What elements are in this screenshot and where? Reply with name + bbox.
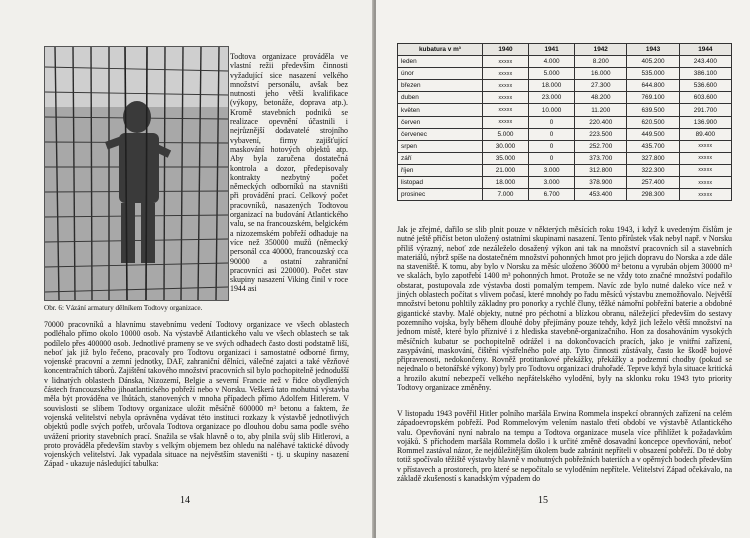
table-row — [398, 140, 732, 152]
value-cell: xxxxx — [482, 104, 528, 116]
value-cell: xxxxx — [482, 80, 528, 92]
month-cell: březen — [398, 80, 483, 92]
month-cell: květen — [398, 104, 483, 116]
value-cell: 298.300 — [627, 189, 679, 201]
paragraph-side: Todtova organizace prováděla ve vlastní režii především činnosti vyžadující sice nasazení velkého množství personálu, avšak bez nutnosti jeho větší kvalifikace (výkopy, betonáže, doprava atp.). Kromě stavebních podniků se realizace opevnění účastnili i nejrůznější dodavatelé strojního vybavení, firmy zajišťující maskování hotových objektů atp. Aby byla zaručena dostatečná kontrola a dozor, předepisovaly kontrakty nezbytný počet německých odborníků na stavništi při provádění prací. Celkový počet pracovníků, nasazených Todtovou organizací na budování Atlantického valu, se na francouzském, belgickém a nizozemském pobřeží odhaduje na více než 350000 mužů (německý personál cca 40000, francouzský cca 90000 a ostatní zahraniční pracovníci asi 220000). Počet stav skupiny nasazení Viking činil v roce 1944 asi — [230, 52, 348, 294]
month-cell: duben — [398, 92, 483, 104]
value-cell: 535.000 — [627, 68, 679, 80]
value-cell: 18.000 — [482, 177, 528, 189]
value-cell: 89.400 — [679, 128, 731, 140]
header-cell: 1941 — [529, 44, 575, 56]
value-cell: 48.200 — [575, 92, 627, 104]
page-number-left: 14 — [180, 495, 190, 506]
value-cell: 620.500 — [627, 116, 679, 128]
month-cell: leden — [398, 56, 483, 68]
value-cell: xxxxx — [679, 164, 731, 176]
header-cell: 1944 — [679, 44, 731, 56]
value-cell: 639.500 — [627, 104, 679, 116]
value-cell: 223.500 — [575, 128, 627, 140]
value-cell: 0 — [529, 152, 575, 164]
month-cell: červen — [398, 116, 483, 128]
value-cell: 312.800 — [575, 164, 627, 176]
value-cell: 435.700 — [627, 140, 679, 152]
value-cell: 5.000 — [529, 68, 575, 80]
value-cell: 453.400 — [575, 189, 627, 201]
value-cell: 136.900 — [679, 116, 731, 128]
value-cell: 8.200 — [575, 56, 627, 68]
value-cell: 449.500 — [627, 128, 679, 140]
value-cell: 644.800 — [627, 80, 679, 92]
value-cell: 769.100 — [627, 92, 679, 104]
month-cell: listopad — [398, 177, 483, 189]
value-cell: xxxxx — [679, 140, 731, 152]
table-row — [398, 104, 732, 116]
value-cell: 27.300 — [575, 80, 627, 92]
value-cell: 10.000 — [529, 104, 575, 116]
value-cell: 243.400 — [679, 56, 731, 68]
value-cell: 11.200 — [575, 104, 627, 116]
left-page — [0, 0, 374, 538]
value-cell: 30.000 — [482, 140, 528, 152]
value-cell: xxxxx — [482, 116, 528, 128]
value-cell: 220.400 — [575, 116, 627, 128]
photo-caption: Obr. 6: Vázání armatury dělníkem Todtovy organizace. — [44, 304, 203, 312]
value-cell: 0 — [529, 128, 575, 140]
month-cell: prosinec — [398, 189, 483, 201]
value-cell: 35.000 — [482, 152, 528, 164]
paragraph-right-a: Jak je zřejmé, dařilo se slib plnit pouze v některých měsících roku 1943, i když k uvedeným číslům je nutné ještě přičíst beton uložený ostatními skupinami nasazení. Tento přírůstek však nebyl např. v Norsku příliš výrazný, neboť zde nezáleželo dosažený výkon ani tak na množství pracovních sil a stavebních materiálů, nýbrž spíše na dostatečném množství pohonných hmot pro jejich dopravu do Norska a zde dále na staveniště. K tomu, aby bylo v Norsku za měsíc uloženo 36000 m³ betonu a vyrubán objem 30000 m³ ve skalách, bylo zapotřebí 1400 m³ pohonných hmot. Protože se ne vždy toto značné množství podařilo obstarat, postupovala zde výstavba dosti pomalým tempem. Navíc zde bylo nutné daleko více než v jiných oblastech počítat s vlivem počasí, které mnohdy po řadu měsíců výstavbu znemožňovalo. Největší množství betonu pohltily základny pro ponorky a rychlé čluny, těžké námořní pobřežní baterie a obdobné gigantické stavby. Malé objekty, nutné pro péchotní a blízkou obranu, náležející především do sestavy pozemního vojska, byly během dlouhé doby přejímány pouze tehdy, když jich leželo větší množství na jednom místě, které bylo příznivé i z hlediska stavebně-organizačního. Hon za dosahováním vysokých měsíčních kubatur se pochopitelně odrážel i na dokončovacích pracích, jako je vnitřní zařízení, zasypávání, maskování, čištění výstřelného pole atp. Tyto činnosti zůstávaly, často ke škodě bojové připravenosti, nedokončeny. Rovněž protitankové překážky, překážky a podzemní chodby (pokud se nejednalo o betonářské výkony) byly pro Todtovu organizaci druhořadé. Teprve když byla situace kritická a hrozilo akutní nebezpečí velkého nepřátelského vylodění, byly na sklonku roku 1943 tyto priority Todtovy organizace změněny. — [397, 225, 732, 393]
table-row — [398, 128, 732, 140]
value-cell: 405.200 — [627, 56, 679, 68]
value-cell: 257.400 — [627, 177, 679, 189]
value-cell: 5.000 — [482, 128, 528, 140]
value-cell: 6.700 — [529, 189, 575, 201]
value-cell: 18.000 — [529, 80, 575, 92]
table-row — [398, 92, 732, 104]
value-cell: 378.900 — [575, 177, 627, 189]
month-cell: srpen — [398, 140, 483, 152]
value-cell: 23.000 — [529, 92, 575, 104]
table-row — [398, 152, 732, 164]
value-cell: 291.700 — [679, 104, 731, 116]
month-cell: únor — [398, 68, 483, 80]
rebar-worker-image — [45, 47, 228, 300]
value-cell: 386.100 — [679, 68, 731, 80]
value-cell: 252.700 — [575, 140, 627, 152]
table-row — [398, 116, 732, 128]
value-cell: 373.700 — [575, 152, 627, 164]
value-cell: 4.000 — [529, 56, 575, 68]
value-cell: 322.300 — [627, 164, 679, 176]
table-row — [398, 177, 732, 189]
value-cell: 327.800 — [627, 152, 679, 164]
construction-photo — [44, 46, 229, 301]
value-cell: 16.000 — [575, 68, 627, 80]
page-number-right: 15 — [538, 495, 548, 506]
concrete-volume-table — [397, 43, 732, 201]
value-cell: xxxxx — [482, 68, 528, 80]
value-cell: xxxxx — [679, 152, 731, 164]
value-cell: xxxxx — [679, 189, 731, 201]
table-row — [398, 164, 732, 176]
value-cell: 21.000 — [482, 164, 528, 176]
value-cell: 3.000 — [529, 177, 575, 189]
table-row — [398, 189, 732, 201]
paragraph-main: 70000 pracovníků a hlavnímu stavebnímu vedení Todtovy organizace ve všech oblastech podléhalo přímo okolo 10000 osob. Na výstavbě Atlantického valu ve všech oblastech se tak podílelo přes 400000 osob. Jednotlivé prameny se ve svých odhadech často dosti podstatně liší, neboť jak již bylo řečeno, pracovaly pro Todtovu organizaci i samostatné odborné firmy, vojenské pracovní a zemní jednotky, DAF, zahraniční dělníci, válečné zajatci a také vězňové koncentračních táborů. Zajištění takového množství pracovních sil bylo pochopitelně jednodušší v lidnatých oblastech Dánska, Nizozemí, Belgie a severní Francie než v řidce obydlených částech francouzského jihoatlantického pobřeží nebo v Norsku. Veškerá tato mohutná výstavba měla být prováděna ve lhůtách, stanovených v mnoha případech přímo Adolfem Hitlerem. V souvislosti se slibem Todtovy organizace uložit měsíčně 600000 m³ betonu a faktem, že vojenská velitelství nebyla oprávněna vydávat této instituci rozkazy k výstavbě jednotlivých objektů podle svých potřeb, určovala Todtova organizace po dlouhou dobu sama podle svého uvážení priority stavebních prací. Snažila se však hlavně o to, aby plnila svůj slib Hitlerovi, a proto prováděla především stavby s velkým objemem bez ohledu na naléhavé taktické důvody vojenských velitelství. Jak vypadala situace na nejvěstším staveništi - tj. u skupiny nasazení Západ - ukazuje následující tabulka: — [44, 320, 349, 469]
value-cell: 7.000 — [482, 189, 528, 201]
value-cell: xxxxx — [482, 56, 528, 68]
value-cell: xxxxx — [679, 177, 731, 189]
table-header-row — [398, 44, 732, 56]
table-row — [398, 80, 732, 92]
table-row — [398, 68, 732, 80]
month-cell: červenec — [398, 128, 483, 140]
value-cell: 603.600 — [679, 92, 731, 104]
header-cell: 1943 — [627, 44, 679, 56]
header-cell: 1940 — [482, 44, 528, 56]
month-cell: září — [398, 152, 483, 164]
value-cell: 3.000 — [529, 164, 575, 176]
value-cell: xxxxx — [482, 92, 528, 104]
header-cell: 1942 — [575, 44, 627, 56]
table-row — [398, 56, 732, 68]
header-cell: kubatura v m³ — [398, 44, 483, 56]
value-cell: 536.600 — [679, 80, 731, 92]
paragraph-right-b: V listopadu 1943 pověřil Hitler polního maršála Erwina Rommela inspekcí obranných zařízení na celém západoevropském pobřeží. Pod Rommelovým velením nastalo třetí období ve výstavbě Atlantického valu. Opevňování nyní nabralo na tempu a Todtova organizace musela více přihlížet k požadavkům vojáků. S příchodem maršála Rommela došlo i k určité změně dosavadní koncepce opevňování, neboť Rommel zastával názor, že nejdůležitějším úkolem bude zabránit nepříteli v obsazení pobřeží. Do té doby totiž spočívalo těžiště výstavby hlavně v mohutných pobřežních bateriích a v opěrných bodech především v přístavech a prostorech, pro které se nepočítalo se vyloděním nepřítele. Velitelství Západ očekávalo, na základě zkušeností s kanadským výpadem do — [397, 409, 732, 484]
value-cell: 0 — [529, 116, 575, 128]
value-cell: 0 — [529, 140, 575, 152]
month-cell: říjen — [398, 164, 483, 176]
